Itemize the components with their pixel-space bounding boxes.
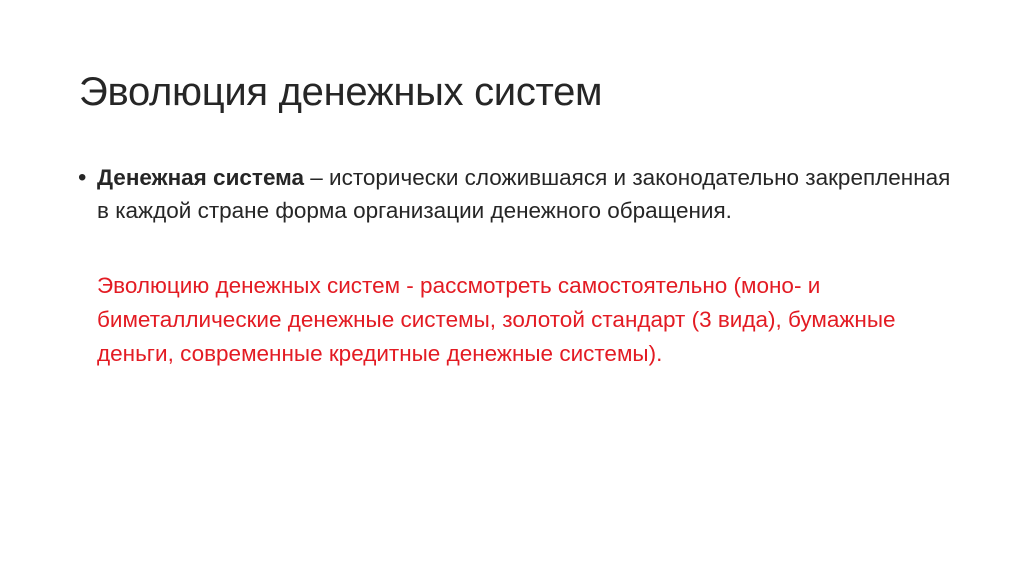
- bullet-term: Денежная система: [97, 165, 305, 190]
- red-note: Эволюцию денежных систем - рассмотреть самостоятельно (моно- и биметаллические денежные системы, золотой стандарт (3 вида), бумажные деньги, современные кредитные денежные системы).: [97, 273, 896, 366]
- slide-title: Эволюция денежных систем: [79, 70, 603, 114]
- bullet-text: [97, 161, 957, 227]
- bullet-definition: – исторически сложившаяся и законодательно закрепленная в каждой стране форма организации денежного обращения.: [97, 165, 951, 223]
- bullet-marker: •: [78, 164, 87, 191]
